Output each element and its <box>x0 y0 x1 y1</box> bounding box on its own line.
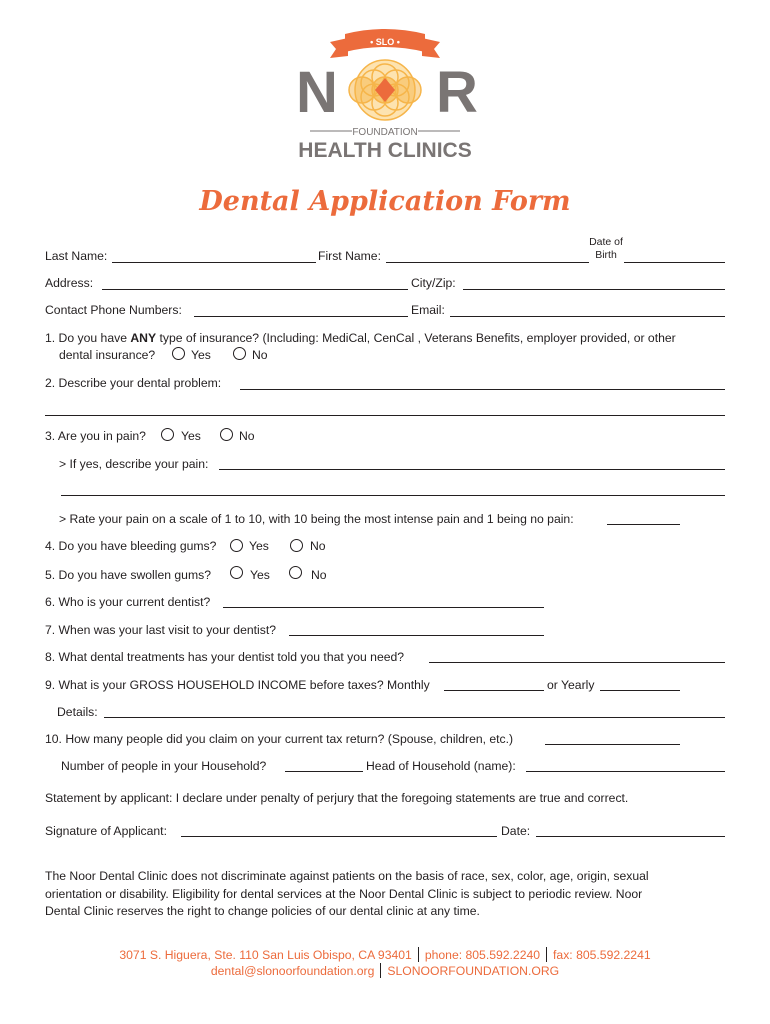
q1-post: type of insurance? (Including: MediCal, CenCal , Veterans Benefits, employer provided, or other <box>156 331 676 345</box>
q5-no-radio[interactable] <box>289 566 302 579</box>
footer-email-link[interactable]: dental@slonoorfoundation.org <box>210 964 375 978</box>
q4-yes-radio[interactable] <box>230 539 243 552</box>
footer-contact-line <box>0 947 770 962</box>
q3-no-label: No <box>239 429 255 443</box>
address-label: Address: <box>45 276 94 290</box>
signature-label: Signature of Applicant: <box>45 824 167 838</box>
logo-banner-text: • SLO • <box>370 37 400 47</box>
statement-text: Statement by applicant: I declare under penalty of perjury that the foregoing statements are true and correct. <box>45 791 629 805</box>
q5-yes-label: Yes <box>250 568 270 582</box>
q1-no-radio[interactable] <box>233 347 246 360</box>
q4-no-label: No <box>310 539 326 553</box>
q3-yes-radio[interactable] <box>161 428 174 441</box>
q9-details-field[interactable] <box>104 717 725 718</box>
q3-rate-label: > Rate your pain on a scale of 1 to 10, with 10 being the most intense pain and 1 being no pain: <box>59 512 574 526</box>
q10-field[interactable] <box>545 744 680 745</box>
dob-field[interactable] <box>624 262 725 263</box>
q3-describe-label: > If yes, describe your pain: <box>59 457 209 471</box>
dob-label-line1: Date of <box>589 236 623 248</box>
noor-foundation-logo <box>290 22 480 162</box>
form-title: Dental Application Form <box>199 186 571 217</box>
q7-text: 7. When was your last visit to your dentist? <box>45 623 276 637</box>
q8-text: 8. What dental treatments has your dentist told you that you need? <box>45 650 405 664</box>
logo-foundation-text: FOUNDATION <box>352 127 418 138</box>
footer-address: 3071 S. Higuera, Ste. 110 San Luis Obispo, CA 93401 <box>119 948 412 962</box>
q2-text: 2. Describe your dental problem: <box>45 376 222 390</box>
q3-no-radio[interactable] <box>220 428 233 441</box>
phone-field[interactable] <box>194 316 408 317</box>
email-field[interactable] <box>450 316 725 317</box>
q1-no-label: No <box>252 348 268 362</box>
footer-separator <box>418 947 419 962</box>
footer-fax: fax: 805.592.2241 <box>553 948 651 962</box>
last-name-field[interactable] <box>112 262 316 263</box>
q7-field[interactable] <box>289 635 544 636</box>
logo-letter-r: R <box>436 60 478 125</box>
disclaimer-line-2: orientation or disability. Eligibility for dental services at the Noor Dental Clinic is subject to periodic review. Noor <box>45 886 643 901</box>
disclaimer-line-1: The Noor Dental Clinic does not discriminate against patients on the basis of race, sex, color, age, origin, sexual <box>45 869 649 883</box>
footer-website-link[interactable]: SLONOORFOUNDATION.ORG <box>387 964 560 978</box>
head-of-household-field[interactable] <box>526 771 725 772</box>
q5-no-label: No <box>311 568 327 582</box>
date-field[interactable] <box>536 836 725 837</box>
disclaimer <box>45 868 735 921</box>
phone-label: Contact Phone Numbers: <box>45 303 182 317</box>
footer-separator <box>380 963 381 978</box>
logo-letter-n: N <box>296 60 338 125</box>
q3-describe-field-line2[interactable] <box>61 495 725 496</box>
q9-text: 9. What is your GROSS HOUSEHOLD INCOME before taxes? Monthly <box>45 678 430 692</box>
date-label: Date: <box>501 824 531 838</box>
q1-yes-radio[interactable] <box>172 347 185 360</box>
last-name-label: Last Name: <box>45 249 108 263</box>
q3-describe-field[interactable] <box>219 469 725 470</box>
household-count-field[interactable] <box>285 771 363 772</box>
q6-text: 6. Who is your current dentist? <box>45 595 211 609</box>
first-name-label: First Name: <box>318 249 381 263</box>
q1-yes-label: Yes <box>191 348 211 362</box>
q8-field[interactable] <box>429 662 725 663</box>
q4-no-radio[interactable] <box>290 539 303 552</box>
logo-clinics-text: HEALTH CLINICS <box>298 139 472 162</box>
q3-yes-label: Yes <box>181 429 201 443</box>
q5-yes-radio[interactable] <box>230 566 243 579</box>
q2-field-line2[interactable] <box>45 415 725 416</box>
q1-pre: 1. Do you have <box>45 331 131 345</box>
dob-label <box>588 236 624 262</box>
q9-or-yearly: or Yearly <box>547 678 595 692</box>
q3-text: 3. Are you in pain? <box>45 429 146 443</box>
q6-field[interactable] <box>223 607 544 608</box>
footer-separator <box>546 947 547 962</box>
footer-web-line <box>0 963 770 978</box>
disclaimer-line-3: Dental Clinic reserves the right to change policies of our dental clinic at any time. <box>45 904 480 918</box>
pain-rating-field[interactable] <box>607 524 680 525</box>
yearly-income-field[interactable] <box>600 690 680 691</box>
q4-yes-label: Yes <box>249 539 269 553</box>
first-name-field[interactable] <box>386 262 589 263</box>
city-zip-field[interactable] <box>463 289 725 290</box>
email-label: Email: <box>411 303 445 317</box>
q1-bold: ANY <box>130 331 157 345</box>
footer-phone: phone: 805.592.2240 <box>424 948 541 962</box>
head-of-household-label: Head of Household (name): <box>366 759 516 773</box>
q1-text <box>45 331 676 345</box>
city-zip-label: City/Zip: <box>411 276 456 290</box>
address-field[interactable] <box>102 289 408 290</box>
household-count-label: Number of people in your Household? <box>61 759 267 773</box>
q2-field[interactable] <box>240 389 725 390</box>
q5-text: 5. Do you have swollen gums? <box>45 568 211 582</box>
signature-field[interactable] <box>181 836 497 837</box>
q4-text: 4. Do you have bleeding gums? <box>45 539 217 553</box>
q9-details-label: Details: <box>57 705 98 719</box>
monthly-income-field[interactable] <box>444 690 544 691</box>
q1-line2: dental insurance? <box>59 348 156 362</box>
dob-label-line2: Birth <box>595 249 617 261</box>
q10-text: 10. How many people did you claim on your current tax return? (Spouse, children, etc.) <box>45 732 514 746</box>
